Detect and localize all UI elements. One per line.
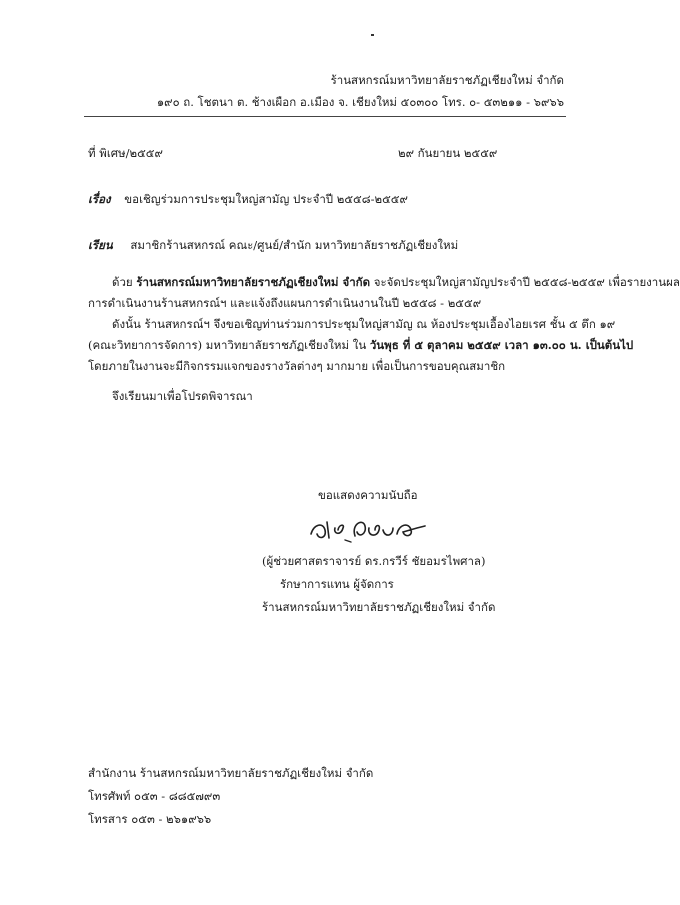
org-name-bold: ร้านสหกรณ์มหาวิทยาลัยราชภัฏเชียงใหม่ จำกัด: [136, 275, 371, 289]
footer-office: สำนักงาน ร้านสหกรณ์มหาวิทยาลัยราชภัฏเชียงใหม่ จำกัด: [88, 766, 374, 780]
subject-line: [88, 191, 408, 207]
signatory-name: (ผู้ช่วยศาสตราจารย์ ดร.กรวีร์ ชัยอมรไพศาล): [262, 554, 486, 568]
body-paragraph-1-line-1: ด้วย ร้านสหกรณ์มหาวิทยาลัยราชภัฏเชียงใหม่ จำกัด จะจัดประชุมใหญ่สามัญประจำปี ๒๕๕๘-๒๕๕๙ เพื่อรายงานผล: [112, 275, 680, 289]
body-paragraph-2-line-2: (คณะวิทยาการจัดการ) มหาวิทยาลัยราชภัฏเชียงใหม่ ใน วันพุธ ที่ ๕ ตุลาคม ๒๕๕๙ เวลา ๑๓.๐๐ น. เป็นต้นไป: [88, 338, 634, 352]
footer-fax: โทรสาร ๐๕๓ - ๒๖๑๙๖๖: [88, 812, 212, 826]
recipient-label: เรียน: [88, 238, 113, 252]
letterhead-org: ร้านสหกรณ์มหาวิทยาลัยราชภัฏเชียงใหม่ จำกัด: [330, 73, 564, 87]
body-paragraph-1-line-2: การดำเนินงานร้านสหกรณ์ฯ และแจ้งถึงแผนการดำเนินงานในปี ๒๕๕๘ - ๒๕๕๙: [88, 296, 482, 310]
body-paragraph-2-line-1: ดังนั้น ร้านสหกรณ์ฯ จึงขอเชิญท่านร่วมการประชุมใหญ่สามัญ ณ ห้องประชุมเอื้องไอยเรศ ชั้น ๕ ตึก ๑๙: [112, 317, 616, 331]
footer-phone: โทรศัพท์ ๐๕๓ - ๘๘๕๗๙๓: [88, 789, 221, 803]
handwritten-signature: [305, 512, 435, 548]
body-paragraphs: [88, 272, 680, 377]
signatory-position: รักษาการแทน ผู้จัดการ: [280, 577, 394, 591]
letterhead-divider: [84, 116, 566, 117]
letterhead-address: ๑๙๐ ถ. โชตนา ต. ช้างเผือก อ.เมือง จ. เชียงใหม่ ๕๐๓๐๐ โทร. ๐- ๕๓๒๑๑ - ๖๙๖๖: [156, 95, 564, 109]
scan-speck: [371, 34, 374, 36]
subject-label: เรื่อง: [88, 192, 111, 206]
recipient-line: [88, 237, 458, 253]
body-paragraph-2-line-3: โดยภายในงานจะมีกิจกรรมแจกของรางวัลต่างๆ มากมาย เพื่อเป็นการขอบคุณสมาชิก: [88, 359, 506, 373]
meeting-datetime: วันพุธ ที่ ๕ ตุลาคม ๒๕๕๙ เวลา ๑๓.๐๐ น. เป็นต้นไป: [369, 338, 634, 352]
closing-request: จึงเรียนมาเพื่อโปรดพิจารณา: [112, 389, 253, 403]
subject-text: ขอเชิญร่วมการประชุมใหญ่สามัญ ประจำปี ๒๕๕๘-๒๕๕๙: [124, 192, 408, 206]
recipient-text: สมาชิกร้านสหกรณ์ คณะ/ศูนย์/สำนัก มหาวิทยาลัยราชภัฏเชียงใหม่: [130, 238, 459, 252]
reference-number: ที่ พิเศษ/๒๕๕๙: [88, 146, 163, 160]
closing-regards: ขอแสดงความนับถือ: [318, 488, 418, 502]
letter-date: ๒๙ กันยายน ๒๕๕๙: [398, 146, 498, 160]
signatory-org: ร้านสหกรณ์มหาวิทยาลัยราชภัฏเชียงใหม่ จำกัด: [262, 600, 496, 614]
